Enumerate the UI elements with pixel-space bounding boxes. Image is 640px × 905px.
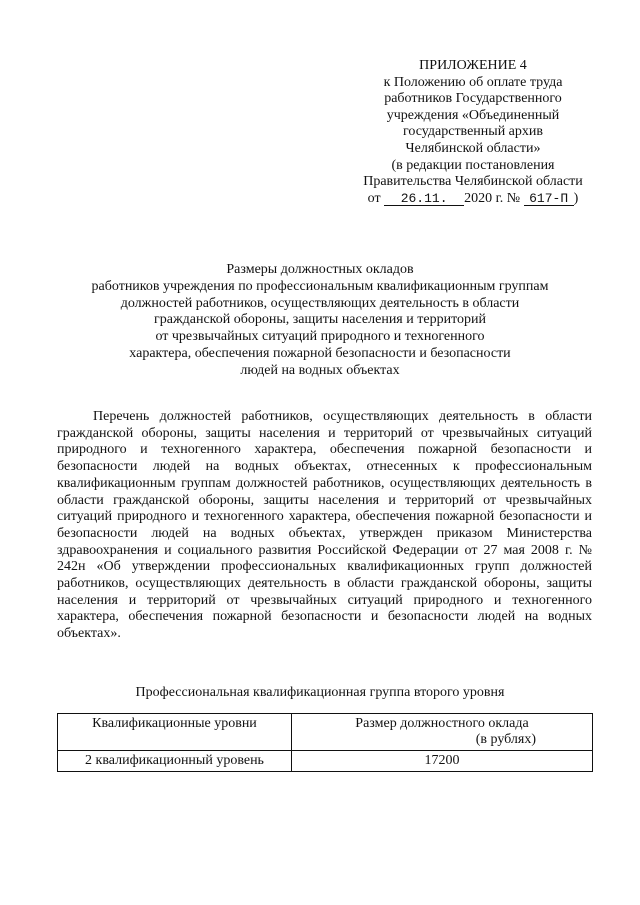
year-text: 2020 г. № [464,190,521,206]
annex-line: Челябинской области» [405,140,541,156]
title-line: работников учреждения по профессиональным квалификационным группам [91,278,549,294]
cell-salary: 17200 [292,751,593,772]
salary-table [57,713,593,772]
header-salary-label: Размер должностного оклада [355,716,529,731]
title-line: должностей работников, осуществляющих деятельность в области [120,295,520,311]
annex-header [355,58,591,207]
annex-line: Правительства Челябинской области [363,174,583,190]
title-line: Размеры должностных окладов [226,262,414,277]
document-title [40,262,600,380]
group-heading: Профессиональная квалификационная группа второго уровня [135,685,505,700]
annex-line: работников Государственного [384,91,562,107]
date-prefix: от [367,190,381,206]
table-row [58,751,593,772]
resolution-number: 617-П [524,192,574,206]
header-salary-unit: (в рублях) [475,732,536,747]
title-line: людей на водных объектах [240,362,400,378]
body-paragraph: Перечень должностей работников, осуществляющих деятельность в области гражданской обороны, защиты населения и территорий от чрезвычайных ситуаций природного и техногенного характера, обеспечения пожарной безопасности и безопасности людей на водных объектах, отнесенных к профессиональным квалификационным группам должностей работников, осуществляющих деятельность в области гражданской обороны, защиты населения и территорий от чрезвычайных ситуаций природного и техногенного характера, обеспечения пожарной безопасности и безопасности людей на водных объектах, утвержден приказом Министерства здравоохранения и социального развития Российской Федерации от 27 мая 2008 г. № 242н «Об утверждении профессиональных квалификационных групп должностей работников, осуществляющих деятельность в области гражданской обороны, защиты населения и территорий от чрезвычайных ситуаций природного и техногенного характера, обеспечения пожарной безопасности и безопасности людей на водных объектах». [57,409,592,642]
annex-line: к Положению об оплате труда [383,74,563,90]
date-suffix: ) [573,190,579,206]
header-salary [292,714,593,751]
annex-line: (в редакции постановления [391,157,555,173]
annex-line: учреждения «Объединенный [386,107,560,123]
annex-line: государственный архив [403,124,543,140]
title-line: гражданской обороны, защиты населения и территорий [154,312,486,328]
cell-level: 2 квалификационный уровень [58,751,292,772]
table-header-row [58,714,593,751]
resolution-date-line [355,191,591,208]
title-line: от чрезвычайных ситуаций природного и техногенного [155,329,485,345]
title-line: характера, обеспечения пожарной безопасности и безопасности [129,345,511,361]
resolution-date: 26.11. [384,192,464,206]
annex-title: ПРИЛОЖЕНИЕ 4 [419,58,527,73]
header-levels: Квалификационные уровни [58,714,292,751]
